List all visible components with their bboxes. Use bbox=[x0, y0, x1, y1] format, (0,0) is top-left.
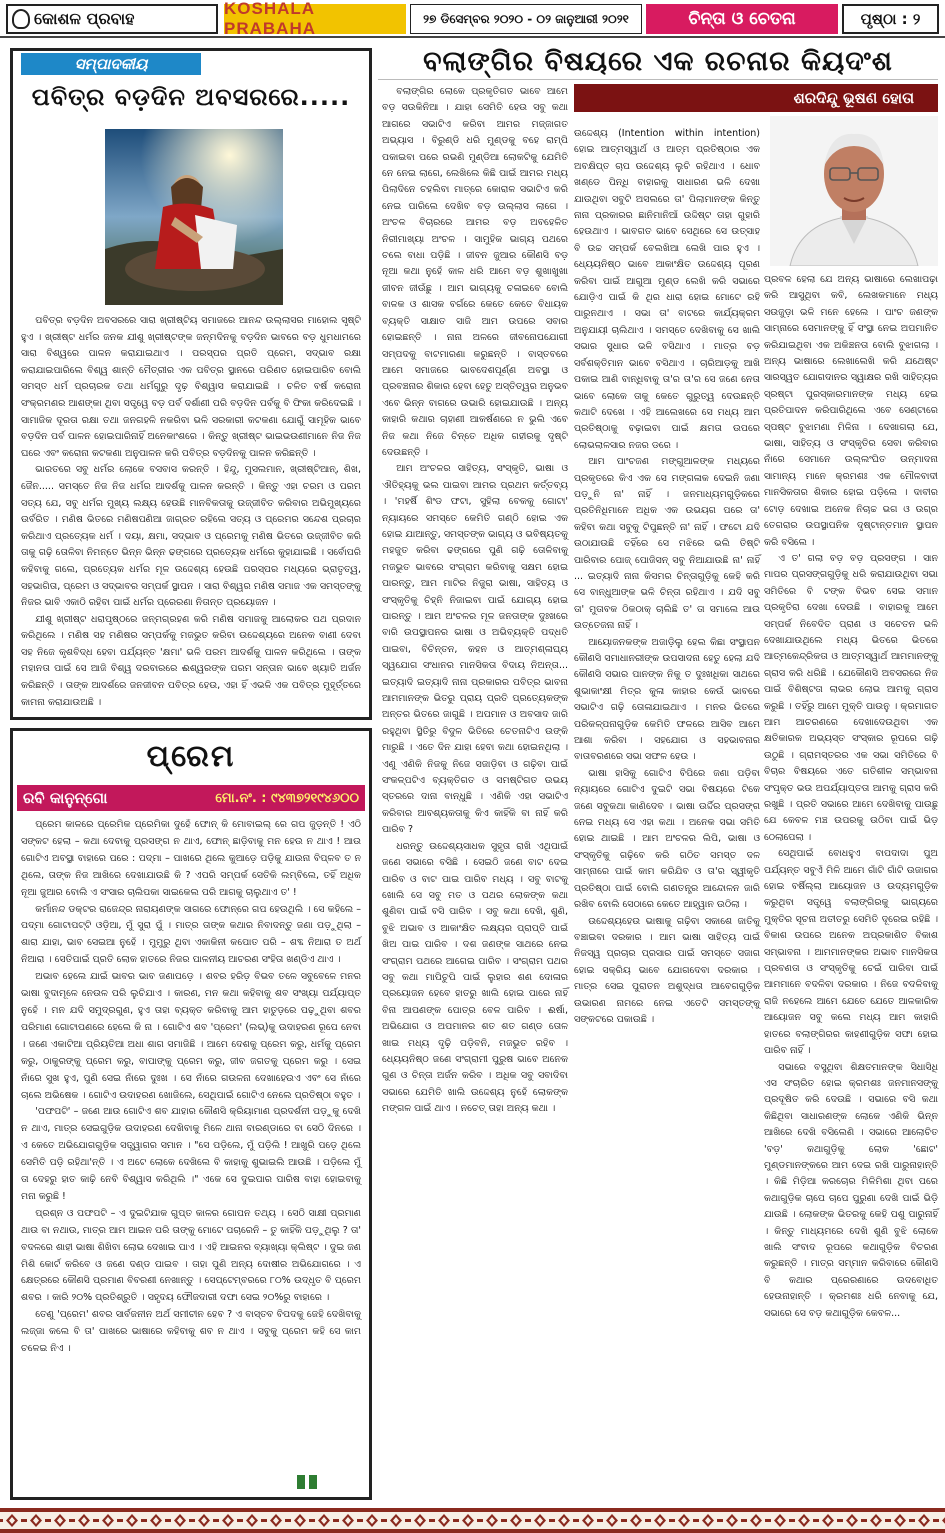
prema-article-box bbox=[10, 728, 372, 1500]
feature-paragraph: ଆମ ଅଂଚଳର ସାହିତ୍ୟ, ସଂସ୍କୃତି, ଭାଷା ଓ ଐତିହ୍ୟକୁ ଭଲ ପାଇବା ଆମର ପ୍ରଥମ କର୍ତ୍ତବ୍ୟ । 'ମହର୍ଷି ଶିଂଡ ଫଟା, ସୁହିଲା ବେକକୁ ଗୋଟା' ନ୍ୟାୟରେ ସମସ୍ତେ କେମିତି ଗଣ୍ଠି ହୋଇ ଏକ ହୋଇ ଯାଆନ୍ତୁ, ସମସ୍ତଙ୍କ ଭାଗ୍ୟ ଓ ଭବିଷ୍ୟତକୁ ମହଜୁତ କରିବା ଢଙ୍ଗରେ ପୁଣି ଗଢ଼ି ତୋଳିବାକୁ ମଜଭୁତ ଭାବରେ ସଂଗ୍ରାମ କରିବାକୁ ସକ୍ଷମ ହୋଇ ପାରନ୍ତୁ, ଆମ ମାଟିର ନିଜୁରା ଭାଷା, ସାହିତ୍ୟ ଓ ସଂସ୍କୃତିକୁ ଚିହ୍ନି ନିଜାଇବା ପାଇଁ ଯୋଗ୍ୟ ହୋଇ ପାରନ୍ତୁ । ଆମ ଅଂଚଳର ମୂଳ ଜନତାଙ୍କ ଦୁଃଖରେ ବାରି ଉପସ୍ଥାପନର ଭାଷା ଓ ଅଭିବ୍ୟକ୍ତି ପଦ୍ଧତି ପାଇବା, ବିଚିନ୍ତନ, କହନ ଓ ଆତ୍ମଶ୍ଳାଘ୍ୟ ସ୍ୱଯୋଗ ସଂଧାନର ମାନସିକତା ବିଦାୟ ନିଅନ୍ତା... ଇତ୍ୟାଦି ଇତ୍ୟାଦି ନାନା ପ୍ରକାରର ପବିତ୍ର ଭାବନା ଆମମାନଙ୍କ ଭିତରୁ ପ୍ରାୟ ପ୍ରତି ପ୍ରତ୍ୟେକଙ୍କ ଅନ୍ତର ଭିତରେ ଜାଗୁଛି । ଅପମାନ ଓ ଅବସାଦ ଜାରି ରହୁଥିବା ସ୍ଥିତିରୁ ବିଦୁଳ ଭିତିରେ ଚେତନାଟିଏ ଉଙ୍କି ମାରୁଛି । ଏତେ ଦିନ ଯାହା ହେବା କଥା ହୋଇନଥିଲା । ଏଣୁ ଏଣିକି ନିଜକୁ ନିଜେ ସଜାଡ଼ିବା ଓ ଗଢ଼ିବା ପାଇଁ ସଂକଳ୍ପଟିଏ ବ୍ୟକ୍ତିଗତ ଓ ସମଷ୍ଟିଗତ ଉଭୟ ସ୍ତରରେ ଦାନା ବାନ୍ଧୁଛି । ଏଣିକି ଏହା ସଭାଟିଏ କରିବାର ଆବଶ୍ୟକତାକୁ କିଏ କାହିଁକି ବା ନାହିଁ କରି ପାରିବ ? bbox=[382, 463, 568, 836]
feature-paragraph: ଏ ତ' ଗଲା ବଡ଼ ବଡ଼ ପ୍ରସଙ୍ଗ । ସାନ ମାପର ପ୍ରସଙ୍ଗଗୁଡ଼ିକୁ ଧରି କରାଯାଉଥିବା ସଭା ସମିତିରେ ବି ଟଙ୍କ ବିଭବ ସେଇ ସମାନ ପ୍ରକୃତିରା ଦେଖା ଦେଉଛି । ବାହାରକୁ ଆମେ ସମ୍ପର୍କ ନିବେଦିତ ପ୍ରାଣ ଓ ସଚେତନ ଭଳି ଦେଖାଯାଉଥିଲେ ମଧ୍ୟ ଭିତରେ ଭିତରେ ଆତ୍ମକେନ୍ଦ୍ରିକତା ଓ ଆତ୍ମସ୍ୱାର୍ଥ ଆମମାନଙ୍କୁ ଗ୍ରାସ କରି ଧରିଛି । ଯେକୌଣସି ଅବସରରେ ନିଜ ପାଇଁ ବିଶିଷ୍ଟତା ଲାଭର ଲୋଭ ଆମକୁ ଗ୍ରାସ କରୁଛି । ତହିଁରୁ ଆମେ ମୁକ୍ତି ପାଉନୁ । କ୍ରମାଗତ ଆମ ଆଚରଣରେ ଦେଖାଦେଉଥିବା ଏକ କ୍ଷତିକାରକ ଅଭ୍ୟସ୍ତ ସଂସ୍କାର ରୂପରେ ଗଢ଼ି ଉଠୁଛି । ଗ୍ରାମସ୍ତରର ଏକ ସଭା ସମିତିରେ ବି ବିଚାର ବିଷୟରେ ଏତେ ଗତିଶୀଳ ସମ୍ଭାବନା ସଂପୃକ୍ତ ଭଉ ଅପର୍ଯ୍ୟାପ୍ତତା ଆମକୁ ଗ୍ରାସ କରି ରଖୁଛି । ପ୍ରତି ସଭାରେ ଆମେ ଦେଖିବାକୁ ପାଉଛୁ ଯେ କେବଳ ମଞ୍ଚ ଉପରକୁ ଉଠିବା ପାଇଁ ଭିଡ଼ ଠେଲାପେଲା । bbox=[764, 552, 938, 843]
feature-column-1 bbox=[382, 84, 568, 1118]
author-portrait-icon bbox=[770, 116, 938, 266]
editorial-paragraph: ଯୀଶୁ ଖ୍ରୀଷ୍ଟ ଧରାପୃଷ୍ଠରେ ଜନ୍ମଗ୍ରହଣ କରି ମଣିଷ ସମାଜକୁ ଆଲୋକର ପଥ ପ୍ରଦାନ କରିଥିଲେ । ମଣିଷ ସହ ମଣିଷର ସମ୍ପର୍କକୁ ମଜଭୁତ କରିବା ଉଦ୍ଦେଶ୍ୟରେ ଅନେକ ବାଣୀ ଦେବା ସହ ନିଜେ କୃଶବିଦ୍ଧ ହେବା ପର୍ଯ୍ୟନ୍ତ 'କ୍ଷମା' ଭଳି ପରମ ଆଦର୍ଶକୁ ପାଳନ କରିଥିଲେ । ତାଙ୍କ ମହାନତା ପାଇଁ ସେ ଆଜି ବିଶ୍ୱ ଦରବାରରେ ଈଶ୍ୱରଙ୍କ ପରମ ସନ୍ତାନ ଭାବେ ଖ୍ୟାତି ଅର୍ଜନ କରିଛନ୍ତି । ତାଙ୍କ ଆଦର୍ଶରେ ଜନଜୀବନ ପବିତ୍ର ହେଉ, ଏହା ହିଁ ଏଭଳି ଏକ ପବିତ୍ର ମୁହୂର୍ତ୍ତରେ କାମନା କରାଯାଉଅଛି । bbox=[21, 613, 361, 708]
feature-column-3 bbox=[764, 272, 938, 1322]
feature-column-2 bbox=[574, 126, 760, 1028]
prema-phone: ମୋ.ନଂ. : ୯୪୩୭୨୧୯୪୬୦୦ bbox=[215, 790, 359, 806]
feature-paragraph: ଧରନ୍ତୁ ଉଦ୍ଦେଶ୍ୟସାଧକ ସୁହୃତା ରାଖି ଏଥିପାଇଁ ଜଣେ ସଭାରେ ବସିଛି । ସେଇଠି ଜଣେ ବାଟ ଦେଇ ପାରିବ ଓ ବାଟ ପାଇ ପାରିବ ମଧ୍ୟ । ସବୁ ବାଟକୁ ଖୋଲି ସେ ସବୁ ମତ ଓ ପଥର ଲୋକଙ୍କ କଥା ଶୁଣିବା ପାଇଁ ବସି ପାରିବ । ସବୁ କଥା ଦେଖି, ଶୁଣି, ବୁଝି ଅଭାବ ଓ ଆକାଂକ୍ଷିତ ଲକ୍ଷ୍ୟର ପ୍ରାପ୍ତି ପାଇଁ ଖିଅ ପାଇ ପାରିବ । ଦଶ ଜଣଙ୍କ ସାଥରେ ନେଇ ସଂଗ୍ରାମ ପଥରେ ଆଗେଇ ପାରିବ । ସଂଗ୍ରାମ ପଥର ସବୁ କଥା ମାପିଚୁପି ପାଇଁ ଲୁହାର ଶଣ ଦୋଳାର ପ୍ରୟୋଜନ ହେବେ ହାତରୁ ଖାଲି ହୋଇ ପାରେ ନାହିଁ ବିନା ଆପଣଙ୍କ ପୋତ୍ର ବେଳ ପାରିବ । ଈର୍ଷା, ଅଭିଯୋଗ ଓ ଅପମାନର ଶତ ଶତ ଗଣ୍ଡ ତୋଳ ଖାଇ ମଧ୍ୟ ଦୃଢ଼ି ପଡ଼ିବନି, ମଜଭୁତ ରହିବ । ଧ୍ୟେୟନିଷ୍ଠ ଜଣେ ସଂଗ୍ରାମୀ ପୁରୁଷ ଭାବେ ଅନେକ ଗୁଣ ଓ ଚିନ୍ତା ଅର୍ଜନ କରିବ । ଅଧିକ ସବୁ ସବାଦିବା ସଭାରେ ଯେମିତି ଖାଲି ଉଦ୍ଦେଶ୍ୟ ନୁହେଁ ଲୋକଙ୍କ ମଙ୍ଗଳ ପାଇଁ ଥାଏ । ନଚେତ୍ ତାହା ଅନ୍ୟ କଥା । bbox=[382, 840, 568, 1115]
feature-paragraph: ଆମ ପାଂଚଜଣ ମଙ୍ଗୁଆଳଙ୍କ ମଧ୍ୟରେ ପ୍ରକୃତରେ କିଏ ଏକ ସେ ମଙ୍ଗଳାକ ଦେଇନି ଜଣା ପଡ଼ୁନି ନା' ନାହିଁ । ଜନମାଧ୍ୟମଗୁଡ଼ିକରେ ପ୍ରତିନିଧିମାନେ ଅଧିକ ଏକ ଉଭୟଗ ପରେ ତା' କହିବା କଥା ସବୁକୁ ଟିପୁଛନ୍ତି ନା' ନାହିଁ । ଫଟୋ ଯଦି ଉଠାଯାଉଛି ତହିଁରେ ସେ ମଝିରେ ଭଲି ତିଷ୍ଟି ପାରିବାର ପୋଜ୍ ପୋଜିସନ୍ ସବୁ ନିଆଯାଉଛି ନା' ନାହିଁ ... ଇତ୍ୟାଦି ନାନା କିସମର ଚିନ୍ତାଗୁଡ଼ିକୁ କେହି କରି ସେ ବାନ୍ଧୁଆଙ୍କ ଭଳି ଚିନ୍ତା ରହିଥାଏ । ଯଦି ସବୁ ତା' ମୁତାବକ ଠିକଠାକ୍ ଚାଲିଛି ତ' ତା ସମାଲେ ଆଉ ଉତ୍ତେଜନା ନାହିଁ । bbox=[574, 456, 760, 632]
editorial-box bbox=[10, 48, 372, 720]
logo-text: କୋଶଳ ପ୍ରବାହ bbox=[34, 9, 135, 28]
editorial-paragraph: ପବିତ୍ର ବଡ଼ଦିନ ଅବସରରେ ସାରା ଖ୍ରୀଷ୍ଟିୟ ସମାଜରେ ଆନନ୍ଦ ଉଲ୍ଲାସର ମାହୋଲ ସୃଷ୍ଟି ହୁଏ । ଖ୍ରୀଷ୍ଟ ଧର୍ମର ଜନକ ଯୀଶୁ ଖ୍ରୀଷ୍ଟଙ୍କ ଜନ୍ମଦିନକୁ ବଡ଼ଦିନ ଭାବରେ ବଡ଼ ଧୁମଧାମରେ ସାରା ବିଶ୍ୱରେ ପାଳନ କରାଯାଇଥାଏ । ପରସ୍ପର ପ୍ରତି ପ୍ରେମ, ସଦ୍‌ଭାବ ରକ୍ଷା କରାଯାଇପାରିଲେ ବିଶ୍ୱ ଶାନ୍ତି ମୈତ୍ରୀର ଏକ ପବିତ୍ର ସ୍ଥାନରେ ପରିଣତ ହୋଇପାରିବ ବୋଲି ସମସ୍ତ ଧର୍ମ ପ୍ରଚାରକ ତଥା ଧର୍ମଗୁରୁ ଦୃଢ଼ ବିଶ୍ୱାସ କରାଯାଇଛି । ଚଳିତ ବର୍ଷ କରୋନା ସଂକ୍ରମଣର ଆଶଙ୍କା ଥିବା ସତ୍ତ୍ୱେ ବଡ଼ ପର୍ବ ଦର୍ଶାଣୀ ପରି ବଡ଼ଦିନ ପର୍ବକୁ ବି ଫିକା କରିଦେଇଛି । ସାମାଜିକ ଦୂରତା ରକ୍ଷା ତଥା ଜନଗହଳି ନକରିବା ଭଳି ସରକାରୀ କଟକଣା ଯୋଗୁଁ ସାମୂହିକ ଭାବେ ବଡ଼ଦିନ ପର୍ବ ପାଳନ ହୋଇପାରିନାହିଁ ଅନେକାଂଶରେ । କିନ୍ତୁ ଖ୍ରୀଷ୍ଟ ଭାଇଭଉଣୀମାନେ ନିଜ ନିଜ ଘରେ ଏବଂ କରୋନା କଟକଣା ଅନୁପାଳନ କରି ପବିତ୍ର ବଡ଼ଦିନକୁ ପାଳନ କରିଛନ୍ତି । bbox=[21, 315, 361, 459]
feature-paragraph: ଆୟୋଜନକଙ୍କ ଅଜାଡ଼ିଲୁ ହେଲ କିଛା ସଂସ୍ଥାପନ କୌଣସି ସମାଧାନରୀଙ୍କ ଉପସାଦନା ହେତୁ ହେଲା ଯଦି କୌଣସି ସଭାର ପାନଙ୍କ ନିକୁ ତ ଦୁଃଖଧିକା ସାଥରେ ଶୁଭାକାଂକ୍ଷୀ ମିତ୍ର କୁଳା କାହାର କେଉଁ ଭାବରେ ସଭାଟିଏ ଗଢ଼ି ତୋଳାଯାଇଥାଏ । ମନର ଭିତରେ ପରିକଳ୍ପନାଗୁଡ଼ିକ କେମିତି ଫଳରେ ଆସିବ ଆମେ ଆଶା କରିବା । ସହଯୋଗ ଓ ସହଭାବନାର ବାତାବରଣରେ ସଭା ସଫଳ ହେଉ । bbox=[574, 636, 760, 763]
feature-paragraph: ସେଥିପାଇଁ ବୋଧହୁଏ ବାପଦାଦା ପୁଅ ପର୍ଯ୍ୟନ୍ତ ସବୁଏଁ ମିଳି ଆମେ ଗାଁଟି ଗାଁଟି ଉଜାଗର ହୋଇ ବର୍ଷିଲ୍ଲା ଆୟୋଜନ ଓ ଉଦ୍ୟମଗୁଡ଼ିକ କରୁଥିବା ସତ୍ତ୍ୱେ ବଲାଙ୍ଗିରକୁ ଭାଗ୍ୟରେ ମୁକ୍ତିର ସୂଚନା ଅତୀତରୁ ସେମିତି ଦୂରେଇ ରହିଛି । ବିକାଶ ଉପରେ ଅନେକ ଅପ୍ରକାଶିତ ବିକାଶ ସମ୍ଭାବନା । ଆମମାନଙ୍କର ଅଭାବ ମାନସିକତା ପ୍ରବଣତା ଓ ସଂସ୍କୃତିକୁ ଚେଇଁ ପାରିବା ପାଇଁ ଆମମାନେ ବଦଳିବା ଦରକାର । ନିଜେ ବଦଳିବାକୁ ରାଜି ନହେଲେ ଆମେ ଯେତେ ଯେତେ ଆଳକାରିକ ଆୟୋଜନ ସବୁ କଲେ ମଧ୍ୟ ଆମ କାହାରି ହାତରେ ବଲାଙ୍ଗିରର କାହଣୀଗୁଡ଼ିକ ସଫା ହୋଇ ପାରିବ ନାହିଁ । bbox=[764, 848, 938, 1057]
jesus-praying-image bbox=[105, 129, 283, 305]
feature-paragraph: ଭାଷା ହାସିକୁ ଗୋଟିଏ ବିପିରେ ଜଣା ପଡ଼ିବା ନ୍ୟାୟରେ ଗୋଟିଏ ଦୁଇଟି ସଭା ବିଷୟରେ ଟିକେ ଜଣେ ସବୁକଥା କାଣିଦେବ । ଭାଷା ଉର୍ଦ୍ଦିର ପ୍ରସଙ୍ଗ ନେଇ ମଧ୍ୟ ସେ ଏହା କଥା । ଅନେକ ସଭା ସମିତି ହୋଇ ଥାଇଛି । ଆମ ଅଂଚଳର ଲିପି, ଭାଷା ଓ ସଂସ୍କୃତିକୁ ଗଢ଼ିବେ କରି ଗଠିତ ସମସ୍ତ ଦଳ ସାମ୍ନାରେ ପାଇଁ କାମ କରିଯିବ ଓ ତା'ର ସ୍ୱୀକୃତି ପ୍ରତିଷ୍ଠା ପାଇଁ ବୋଲି ଗଣତନ୍ତ୍ର ଆନ୍ଦୋଳନ ଜାରି ରଖିବ ବୋଲି ସେଠାରେ କେତେ ଆହ୍ୱାନ ଉଠିଲା । bbox=[574, 767, 760, 911]
feature-paragraph: ବଲାଙ୍ଗିର ଲୋକେ ପ୍ରକୃତିଗତ ଭାବେ ଆମେ ବଡ଼ ସଉକିନିଆ । ଯାହା ସେମିତି ହେଉ ସବୁ କଥା ଆଗରେ ସଭାଟିଏ କରିବା ଆମର ମଜ୍ଜାଗତ ଅଭ୍ୟାସ । ବିରୁଣ୍ଡି ଧରି ମୁଣ୍ଡକୁ ବହେ ରାମ୍ପି ପକାଇବା ପରେ ରଭଣି ମୁଣ୍ଡିଆ ଲୋକଟିକୁ ଯେମିତି ନେ ନେଇ ଲାଗେ, ଲେଖିଲେ କିଛି ପାଇଁ ଆମର ମଧ୍ୟ ପିଲାଦିନେ ଚହଲିବା ମାତ୍ରେ କୋରାଳ ସଭାଟିଏ କରି ନେଇ ପାରିଲେ ଦେଖିବ ବଡ଼ ଉଲ୍ଲାସ ଲାଗେ । ଅଂଚଳ ବିଚାରରେ ଆମର ବଡ଼ ଅବହେଳିତ ନିରୀମାଖ୍ୟା ଅଂଚଳ । ସାମୁହିକ ଭାଗ୍ୟ ପଥରେ ଚଲେ ବାଧା ପଡ଼ିଛି । ଜୀବନ ଜୁଆର କୌଣସି ବଡ଼ ନୂଆ କଥା ନୁହେଁ କାଳ ଧରି ଆମେ ବଡ଼ ଶୁଖାଖୁଖା ଜୀବନ ଜୀଉଁଛୁ । ଆମ ଭାଗ୍ୟକୁ ଚଳାଇବେ ବୋଲି ବାଳକ ଓ ଶାସକ ବର୍ଗରେ କେତେ କେତେ ବିଧାୟକ ବ୍ୟକ୍ତି ସାକ୍ଷାତ ସାଜି ଆମ ଉପରେ ସବାର ହୋଇଛନ୍ତି । ନାନା ଅଳରେ ଜୀବନୋପଯୋଗୀ ସମ୍ପଦକୁ ବାଟମାରଣା କରୁଛନ୍ତି । ବାସ୍ତବରେ ଆମେ ସମାଜରେ ଭାବଦେଶପୂର୍ଣ୍ଣ ଅବସ୍ଥା ଓ ପ୍ରବଞ୍ଚନାର ଶିକାର ହେବା ହେତୁ ଅସ୍ତିତ୍ୱର ଅନୁଭବ ଏବେ ଭିନ୍ନ ବାଗରେ ଉଭାରି ହୋଇଯାଉଛି । ଅନ୍ୟ କାହାରି କଥାର ଚାହାଣୀ ଆକର୍ଷଣରେ ନ ଭୁଲି ଏବେ ନିଜ କଥା ନିଜେ ଚିନ୍ତେ ଅଧିକ ଗହୀରକୁ ଦୃଷ୍ଟି ଦେଉଛନ୍ତି । bbox=[382, 86, 568, 458]
newspaper-logo[interactable] bbox=[6, 4, 218, 34]
article-end-mark-icon bbox=[297, 1475, 317, 1489]
prema-paragraph: ପ୍ରଶ୍ନ ଓ ପଫପଟି – ଏ ଦୁଇଟିଯାକ ଗୁପ୍ତ କାଳର ଗୋପନ ତଥ୍ୟ । ସେଠି ସାକ୍ଷୀ ପ୍ରମାଣ ଥାଉ ବା ନଥାଉ, ମାତ୍ର ଆମ ଆଇନ ପରି ତାଙ୍କୁ ମୋଟେ ପଚାରେନି – ତୁ କାହିଁକି ପଡ଼ୁଥିଲୁ ? ତା' ବଦଳରେ ଶାହୀ ଭାଷା ଶିଖିବା ଲୋଭ ଦେଖାଇ ପାଏ । ଏହି ଆଇନର ବ୍ୟାଖ୍ୟା କ୍ଲିଷ୍ଟ । ଦୁଇ ଜଣ ମିଶି କୋର୍ଟ କରିବେ ଓ ଜଣେ ଦଣ୍ଡ ପାଇବ । ତାହା ପୁଣି ଅନ୍ୟ ଦୋଷୀର ଅଭିଯୋଗରେ । ଏ କ୍ଷେତ୍ରରେ କୌଣସି ପ୍ରମାଣ ବିବରଣୀ ନେଖାନ୍ତୁ । ସେପ୍ଟେମ୍ବରରେ ୮୦% ଉଦ୍ଧୃତ ବି ପ୍ରେମ ଶବର । କାରି ୨୦% ପ୍ରତିଶ୍ରୁତି । ସହୃଦୟ ଫୌଜଦାରୀ ଦଫା ସେଇ ୨୦%ରୁ ବାହାରେ । bbox=[21, 1207, 361, 1304]
author-photo bbox=[770, 116, 938, 266]
footer-pattern-icon bbox=[0, 1508, 945, 1533]
feature-author-bar: ଶରଦିନ୍ଦୁ ଭୂଷଣ ହୋତା bbox=[574, 84, 938, 112]
prema-paragraph: କର୍ମାନନ୍ଦ ଡକ୍ଟର ରାଜେନ୍ଦ୍ର ନାରାୟଣଙ୍କ ସାଗରେ ଫୋନ୍‌ରେ ଗପ ହେଉଥିଲି । ସେ କହିଲେ – ପଦ୍ମା ଗୋଟାପଟ୍ଟି ଓଡ଼ିଆ, ମୁଁ ସୁରା ପୁଁ । ମାତ୍ର ତାଙ୍କ କଥାର ନିବାଦନ୍ତୁ ଜଣା ପଡ଼ୁଥିଲା – ଶାରା ଯାହା, ଭାବ ସେଇଆ ନୁହେଁ । ମୁମୁରୁ ଥିବା ଏକାକିନୀ କପୋତ ପରି – ଶବ୍ଦ ନିଆରା ତ ଅର୍ଥ ନିଆରା । ସେତିପାଇଁ ପ୍ରତି ଲୋକ ହାତରେ ନିଜର ପାଳନୀୟ ଆଚରଣ ସଂହିତା ଖଣ୍ଡିଏ ଥାଏ । bbox=[21, 903, 361, 966]
feature-paragraph: ଉଦ୍ଦେଶ୍ୟହେଉ ଭାଷାକୁ ଗଢ଼ିବା ସକାଶେ ଜାତିକୁ ବଞ୍ଚାଇବା ଦରକାର । ଆମ ଭାଷା ସାହିତ୍ୟ ପାଇଁ ନିଜସ୍ୱ ପ୍ରଚାର ପ୍ରସାର ପାଇଁ ସମସ୍ତେ ସଜାଗ ହୋଇ ସକ୍ରିୟ ଭାବେ ଯୋଗଦେବା ଦରକାର । ମାତ୍ର ସେଇ ପୁରାତନ ଅଶୁଦ୍ଧତା ଆବେଗଗୁଡ଼ିକ ଉଭାରଣ ନାମରେ ନେଇ ଏତେଟି ସମସ୍ତଙ୍କୁ ସଙ୍କଟରେ ପକାଉଛି । bbox=[574, 915, 760, 1025]
page-number: ପୃଷ୍ଠା : ୨ bbox=[842, 4, 939, 34]
feature-paragraph: ପ୍ରବଳ ହେଲା ଯେ ଅନ୍ୟ ଭାଷାରେ ଲେଖାପଢ଼ା କରି ଆସୁଥିବା କବି, ଲେଖକମାନେ ମଧ୍ୟ ସଉଜୁଡ଼ା ଭଳି ମନେ ହେଲେ । ପାଂଚ ଜଣଙ୍କ ସାମ୍ନାରେ ସେମାନଙ୍କୁ ହିଁ ସଂସ୍ଥା ନେଇ ଅପମାନିତ କରିଯାଇଥିବା ଏକ ଅକିଞ୍ଚନତା ବୋଲି ବୁଝାଗଲା । ଅନ୍ୟ ଭାଷାରେ ଲେଖାଲେଖି କରି ଯଥେଷ୍ଟ ସାରସ୍ୱତ ଯୋଗଦାନର ସ୍ୱାକ୍ଷର ରଖି ସାହିତ୍ୟର ସ୍ରଷ୍ଟା ପୁରସ୍କାରମାନଙ୍କ ମଧ୍ୟ ହେଇ ପ୍ରତିପାଦନ କରିପାରିଥିଲେ ଏବେ ସେଣ୍ଟାରେ ସ୍ପଷ୍ଟ ବୁଝାମଣା ମିଳିନା । ଦେଖାଗଲା ଯେ, ଭାଷା, ସାହିତ୍ୟ ଓ ସଂସ୍କୃତିର ସେବା କରିବାର ନାଁରେ ସେମାନେ ଉଲ୍ଲଂଘିତ ଉନ୍ମାଦନା ସାମାନ୍ୟ ମାନେ କ୍ରମଶଃ ଏକ ମୌଳବାଦୀ ମାନସିକତାର ଶିକାର ହୋଇ ପଡ଼ିଲେ । ଦାବୀର ଟୋଡ଼ ଦେଖାଇ ଅନେକ ନିଚାଚ୍ଚ ଭଗ ଓ ଉଗ୍ର ତେଗରାର ଉପସ୍ଥାପନିକ ଦୃଷ୍ଟାନ୍ତମାନ ସ୍ଥାପନ କରି ବସିଲେ । bbox=[764, 274, 938, 548]
editorial-title: ପବିତ୍ର ବଡ଼ଦିନ ଅବସରରେ..... bbox=[31, 83, 351, 111]
prema-paragraph: 'ପଫପଟି' – ଜଣେ ଆଉ ଗୋଟିଏ ଶବ ଯାହାର କୌଣସି କ୍ରିୟାମାଣ ପ୍ରଦର୍ଶନୀ ପଡ଼ୁକୁ ଦେଖି ନ ଥାଏ, ମାତ୍ର ସେଇଗୁଡ଼ିକ ଉଦାହରଣ ଦେଖିବାକୁ ମିଳେ ଥାନା ବାରଣ୍ଡାରେ ବା ସେଠି ଦିନରେ । ଏ କେତେ ଅଭିଯୋଗଗୁଡ଼ିକ ସତ୍ତ୍ୱାଗର ସମାନ । "ସେ ପଡ଼ିଲେ, ମୁଁ ପଡ଼ିଲି ! ଆଖୁରି ପଡ଼େ ଥିଲେ ସେମିତି ପଡ଼ି ରହିଥା'ନ୍ତି । ଏ ଅଟେ ଲୋକେ ଦେଖିଲେ ବି କାହାକୁ ଶୁଭାଇଲି ଆଉଛି । ପଡ଼ିଲେ ମୁଁ ତା ଦେହରୁ ହାତ କାଢ଼ି ନେବି ବିଶ୍ୱାସ କରିଥିଲି ।" ଏକେ ସେ ଦୁଇପାର ପାରିଷ ବାହା ହୋଇବାକୁ ମନା କରୁଛି ! bbox=[21, 1106, 361, 1202]
feature-paragraph: ସଭାରେ ବସୁଥିବା ଶିକ୍ଷତମାନଙ୍କ ସିଧାସିଧି ଏସ ସଂଚାରିତ ହୋଇ କ୍ରମଶଃ ଜନମାନସଙ୍କୁ ପ୍ରଦୂଷିତ କରି ଦେଉଛି । ସଭାରେ ବସି କଥା କିଛିଥିବା ସାଧାରଣଙ୍କ ଲୋକେ ଏଣିକି ଭିନ୍ନ ଆଖିରେ ଦେଖି ବସିଲେଣି । ସଭାରେ ଆଲୋଚିତ 'ବଡ଼' କଥାଗୁଡ଼ିକୁ ଲୋକ 'ଛୋଟ' ମୁଣ୍ଡମାନଙ୍କରେ ଆମ ଦେଇ ରଖି ପାରୁନାହାନ୍ତି । କିଛି ମିଡ଼ିଆ କରଚୋର ମିଳିମିଶା ଥିବା ପରେ କଥାଗୁଡ଼ିକ ଚାପେ ଚାପେ ପୁରୁଣା ଦେଖି ପାଇଁ ଭିଡ଼ି ଯାଉଛି । ଲୋକଙ୍କ ଭିତରକୁ କେହି ପଶୁ ପାରୁନାହିଁ । କିନ୍ତୁ ମାଧ୍ୟମରେ ଦେଖି ଶୁଣି ବୁଝି ଲୋକେ ଖାଲି ସଂବାଦ ରୂପରେ କଥାଗୁଡ଼ିକ ବିଚରଣ କରୁଛନ୍ତି । ମାତ୍ର ସମ୍ମାନ କରିବାରେ କୌଣସି ବି କଥାର ପ୍ରେରଣାରେ ଉଦବୋଧିତ ହେଉନାହାନ୍ତି । କ୍ରମଶଃ ଧରି ନେବାକୁ ଯେ, ସଭାରେ ସେ ବଡ଼ କଥାଗୁଡ଼ିକ କେବଳ... bbox=[764, 1061, 938, 1319]
prema-paragraph: ଅଭାବ ହେଲେ ଯାଇଁ ଭାବର ଭାବ ଜଣାପଡ଼େ । ଶବର ହରିଡ଼ ବିଭବ ତଳେ ସବୁବେଳେ ମନର ଭାଷା ବୁଦାମୂଳେ ନେଉଳ ପରି ଲୁଚିଯାଏ । କାରଣ, ମନ କଥା କହିବାକୁ ଶବ ସଂଖ୍ୟା ପର୍ଯ୍ୟାପ୍ତ ନୁହେଁ । ମନ ଯଦି ସମୁଦ୍ରଗୁଣ, ହୁଏ ତାହା ବ୍ୟକ୍ତ କରିବାକୁ ଆମ ହାତୁଡ଼ରେ ପଢ଼ୁଥିବା ଶବର ପରିମାଣ ଗୋଟାପଣରେ ହେଲେ କି ନା । ଗୋଟିଏ ଶବ 'ପ୍ରେମ' (ଲଭ୍)କୁ ଉଦାହରଣ ରୂପେ ନେବା । ଜଣେ ଏକାଟିଆ ପ୍ରିୟତିଆ ଅଧା ଶାଗ ସମାଜିଛି । ଆମେ ଦେଶକୁ ପ୍ରେମ କରୁ, ଧର୍ମକୁ ପ୍ରେମ କରୁ, ଠାକୁରଙ୍କୁ ପ୍ରେମ କରୁ, ବାପାଙ୍କୁ ପ୍ରେମ କରୁ, ଜୀବ ଜଗତକୁ ପ୍ରେମ କରୁ । ସେଇ ନାଁରେ ସୁଖ ହୁଏ, ପୁଣି ସେଇ ନାଁରେ ଦୁଃଖ । ସେ ନାଁରେ ଗଉଳନା ଦେଖାହେଉଏ ଏବଂ ସେ ନାଁରେ ଚାଲେ ଅଭିଷେକ । ଗୋଟିଏ ଉଦାହରଣ ଖୋଜିଲେ, ସେଥିପାଇଁ ଗୋଟିଏ ନେଲେ ପ୍ରତିଷ୍ଠା ବହୁତ । bbox=[21, 971, 361, 1101]
jesus-praying-illustration bbox=[105, 129, 283, 305]
editorial-paragraph: ଭାରତରେ ସବୁ ଧର୍ମର ଲୋକେ ବସବାସ କରନ୍ତି । ହିନ୍ଦୁ, ମୁସଲମାନ, ଖ୍ରୀଷ୍ଟିଆନ୍, ଶିଖ, ଜୈନ..... ସମସ୍ତେ ନିଜ ନିଜ ଧର୍ମର ଆଦର୍ଶକୁ ପାଳନ କରନ୍ତି । କିନ୍ତୁ ଏହା ଚରମ ଓ ପରମ ସତ୍ୟ ଯେ, ସବୁ ଧର୍ମର ମୁଖ୍ୟ ଲକ୍ଷ୍ୟ ହେଉଛି ମାନବିକତାକୁ ଉଜ୍ଜୀବିତ କରିବାର ଅଭିମୁଖ୍ୟରେ ଉର୍ବରିତ । ମଣିଷ ଭିତରେ ମଣିଷପଣିଆ ଜାଗ୍ରତ ରହିଲେ ସତ୍ୟ ଓ ପ୍ରେମର ସନ୍ଦେଶ ପ୍ରଚାର କରିଥାଏ ପ୍ରତ୍ୟେକ ଧର୍ମ । ଦୟା, କ୍ଷମା, ସଦ୍‌ଭାବ ଓ ପ୍ରେମକୁ ମଣିଷ ଭିତରେ ଉଜ୍ଜୀବିତ କରି ତାକୁ ଗଢ଼ି ତୋଳିବା ନିମନ୍ତେ ଭିନ୍ନ ଭିନ୍ନ ଢଙ୍ଗରେ ପ୍ରତ୍ୟେକ ଧର୍ମରେ କୁହାଯାଇଛି । ସର୍ବୋପରି କହିବାକୁ ଗଲେ, ପ୍ରତ୍ୟେକ ଧର୍ମର ମୂଳ ଉଦ୍ଦେଶ୍ୟ ହେଉଛି ପରସ୍ପର ମଧ୍ୟରେ ଭ୍ରାତୃତ୍ୱ, ସହଭାଗିତା, ପ୍ରେମ ଓ ସଦ୍‌ଭାବର ସମ୍ପର୍କ ସ୍ଥାପନ । ସାରା ବିଶ୍ୱର ମଣିଷ ସମାଜ ଏକ ସମସ୍ତଙ୍କୁ ନିଜର ଭାବି ଏକାଠି ରହିବା ପାଇଁ ଧର୍ମର ପ୍ରେରଣା ନିତାନ୍ତ ପ୍ରୟୋଜନ । bbox=[21, 464, 361, 609]
section-title: ଚିନ୍ତା ଓ ଚେତନା bbox=[646, 4, 838, 34]
feature-headline: ବଲାଙ୍ଗିର ବିଷୟରେ ଏକ ରଚନାର କିୟଦଂଶ bbox=[378, 44, 938, 80]
masthead bbox=[0, 0, 945, 38]
prema-byline bbox=[17, 785, 365, 811]
prema-author: ରବି କାନୁନ୍‌ଗୋ bbox=[23, 789, 108, 807]
editorial-body bbox=[21, 313, 361, 711]
logo-icon bbox=[12, 9, 30, 29]
english-title: KOSHALA PRABAHA bbox=[224, 4, 406, 34]
decorative-footer-border bbox=[0, 1508, 945, 1533]
prema-title: ପ୍ରେମ bbox=[146, 739, 236, 774]
prema-paragraph: ପ୍ରେମ କାଳରେ ପ୍ରେମିକ ପ୍ରେମିକା ଦୁହେଁ ଫୋନ୍ କି ମୋବାଇଲ୍ ରେ ଗପ ଜୁଡ଼ନ୍ତି ! ଏଠି ସଙ୍କଟ ହେଲା – କଥା ଦେବାକୁ ପ୍ରସଙ୍ଗ ନ ଥାଏ, ଫୋନ୍ ଛାଡ଼ିବାକୁ ମନ ହେଉ ନ ଥାଏ ! ଆଉ ଗୋଟିଏ ଅବସ୍ଥା ବାହାରେ ପରେ : ପଦ୍ମା – ପାଖରେ ଥିଲେ କୁଆଡ଼େ ପଡ଼ିକୁ ଯାଉନା ବିପ୍ଳବ ତ ନ ଥିଲେ, ତାଙ୍କ ନିଜ ଆଖିରେ ଦେଖାଯାଉଛି କି ? ଏପରି ସମ୍ପର୍କ ସେତିକି ଲମ୍ବିଲେ, ତହିଁ ଅଧିକ ନୂଆ ଜୁଆର ବୋଲି ଏ ସଂସାର ଚାଲିପକା ସାଇକେଲ ପରି ଆଗକୁ ଚାଲୁଥାଏ ତ' ! bbox=[21, 819, 361, 898]
issue-date: ୨୭ ଡିସେମ୍ବର ୨୦୨୦ - ୦୨ ଜାନୁଆରୀ ୨୦୨୧ bbox=[410, 4, 642, 34]
editorial-tag: ସମ୍ପାଦକୀୟ bbox=[21, 53, 201, 75]
prema-paragraph: ତେଣୁ 'ପ୍ରେମ' ଶବର ସାର୍ବଜନୀନ ଅର୍ଥ ସମୀଚୀନ ହେବ ? ଏ ବାସ୍ତବ ବିପଦକୁ ଜେହି ଦେଖିବାକୁ ଲଜ୍ଜା କଲେ ବି ତା' ପାଖରେ ଭାଷାରେ କହିବାକୁ ଶବ ନ ଥାଏ । ସବୁକୁ ପ୍ରେମ କହି ସେ କାମ ଚଳେଇ ନିଏ । bbox=[21, 1309, 361, 1355]
prema-body bbox=[21, 817, 361, 1358]
feature-paragraph: ଉଦ୍ଦେଶ୍ୟ (Intention within intention) ହୋଇ ଆତ୍ମସ୍ୱାର୍ଥ ଓ ଆତ୍ମ ପ୍ରତିଷ୍ଠାର ଏକ ଅବକ୍ଷିପ୍ତ ଚାପ ଉଦ୍ଦେଶ୍ୟ ଲୁଚି ରହିଥାଏ । ଧୋବ ଖଣ୍ଡେ ପିନ୍ଧି ବାହାରକୁ ସାଧାରଣ ଭଳି ଦେଖା ଯାଉଥିବା ସବୁଟି ଅସଲରେ ତା' ପିଲାମାନଙ୍କ କିନ୍ତୁ ନାନା ପ୍ରକାରର ଛାନିମାନିଆଁ ଉଦ୍ଦିଷ୍ଟ ତାହା ଗୁହାରି ହେଉଥାଏ । ଭାବଗତ ଭାବେ ସେଥିରେ ସେ ଉତ୍ସାହ ବି ଉଚ୍ଚ ସମ୍ପର୍କ ବେଲଖିଆ ଲେଖି ପାର ହୁଏ । ଧ୍ୟେୟନିଷ୍ଠ ଭାବେ ଆକାଂକ୍ଷିତ ଉଦ୍ଦେଶ୍ୟ ପୂରଣ କରିବା ପାଇଁ ଆଗୁଆ ମୁଣ୍ଡ ଲେଖି କରି ସଭାରେ ଯୋଡ଼ିଏ ପାଇଁ କି ଥିର ଧାରା ହୋଇ ମୋଟେ ରହି ପାରୁନଥାଏ । ସଭା ତା' ବାଟରେ କାର୍ଯ୍ୟକ୍ରମ ଅନୁଯାୟୀ ଚାଲିଥାଏ । ସମସ୍ତେ ଦେଖିବାକୁ ସେ ଖାଲି ସଭାର ସୁଧାର ଭଳି ବସିଥାଏ । ମାତ୍ର ବଡ଼ ସର୍ବଶକ୍ତିମାନ ଭାବେ ବସିଥାଏ । ଚାରିଆଡ଼କୁ ଆଖି ପକାଇ ଆଣି ବାନ୍ଧିବାକୁ ତା'ର ତା'ର ସେ ଜଣେ ନେତା ଭାବେ ଲୋକେ ତାକୁ କେତେ ଗୁରୁତ୍ୱ ଦେଉଛନ୍ତି କଥାଟି ଦେଖେ । ଏହି ଆଲେଖରେ ସେ ମଧ୍ୟ ଆମ ପ୍ରତିଷ୍ଠାକୁ ବଢ଼ାଇବା ପାଇଁ କ୍ଷମତା ଉପରେ ଲୋଭଲାଳସାର ନଜର ଡରେ । bbox=[574, 128, 760, 451]
editorial-band bbox=[13, 51, 369, 77]
